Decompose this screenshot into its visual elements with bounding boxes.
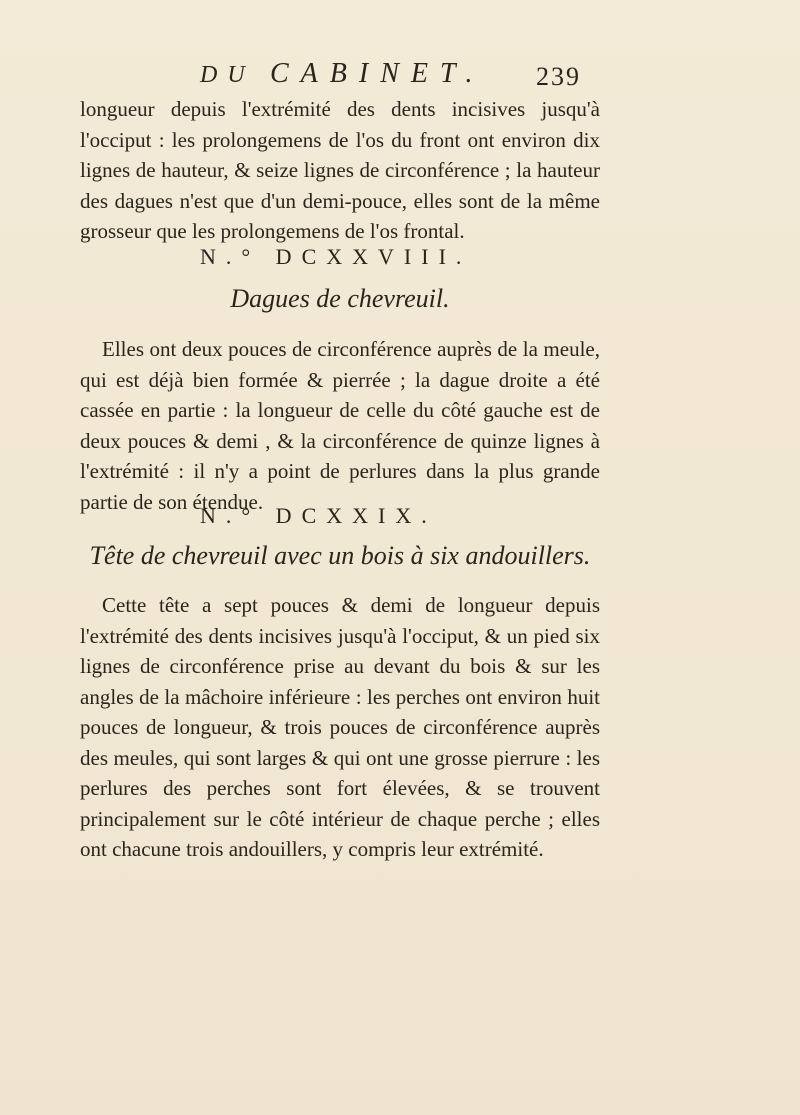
entry-number-628: N.° DCXXVIII. <box>200 244 472 269</box>
header-du: DU <box>200 62 255 88</box>
entry-text-629: Cette tête a sept pouces & demi de longueur depuis l'extrémité des dents incisives jusqu'à l'occiput, & un pied six lignes de circonférence prise au devant du bois & sur les angles de la mâchoire inférieure : les perches ont environ huit pouces de longueur, & trois pouces de circonférence auprès des meules, qui sont larges & qui ont une grosse pierrure : les perlures des perches sont fort élevées, & se trouvent principalement sur le côté intérieur de chaque perche ; elles ont chacune trois andouillers, y compris leur extrémité. <box>80 593 600 861</box>
paragraph-continuation: longueur depuis l'extrémité des dents incisives jusqu'à l'occiput : les prolongemens de l'os du front ont environ dix lignes de hauteur, & seize lignes de circonférence ; la hauteur des dagues n'est que d'un demi-pouce, elles sont de la même grosseur que les prolongemens de l'os frontal. <box>80 97 600 243</box>
running-header <box>80 58 600 98</box>
page-number: 239 <box>536 62 581 91</box>
entry-text-628: Elles ont deux pouces de circonférence auprès de la meule, qui est déjà bien formée & pierrée ; la dague droite a été cassée en partie : la longueur de celle du côté gauche est de deux pouces & demi , & la circonférence de quinze lignes à l'extrémité : il n'y a point de perlures dans la plus grande partie de son étendue. <box>80 337 600 514</box>
header-cabinet: CABINET. <box>270 58 485 89</box>
entry-number-629: N.° DCXXIX. <box>200 503 437 528</box>
entry-title-629: Tête de chevreuil avec un bois à six andouillers. <box>89 541 591 570</box>
entry-title-628: Dagues de chevreuil. <box>230 284 450 313</box>
